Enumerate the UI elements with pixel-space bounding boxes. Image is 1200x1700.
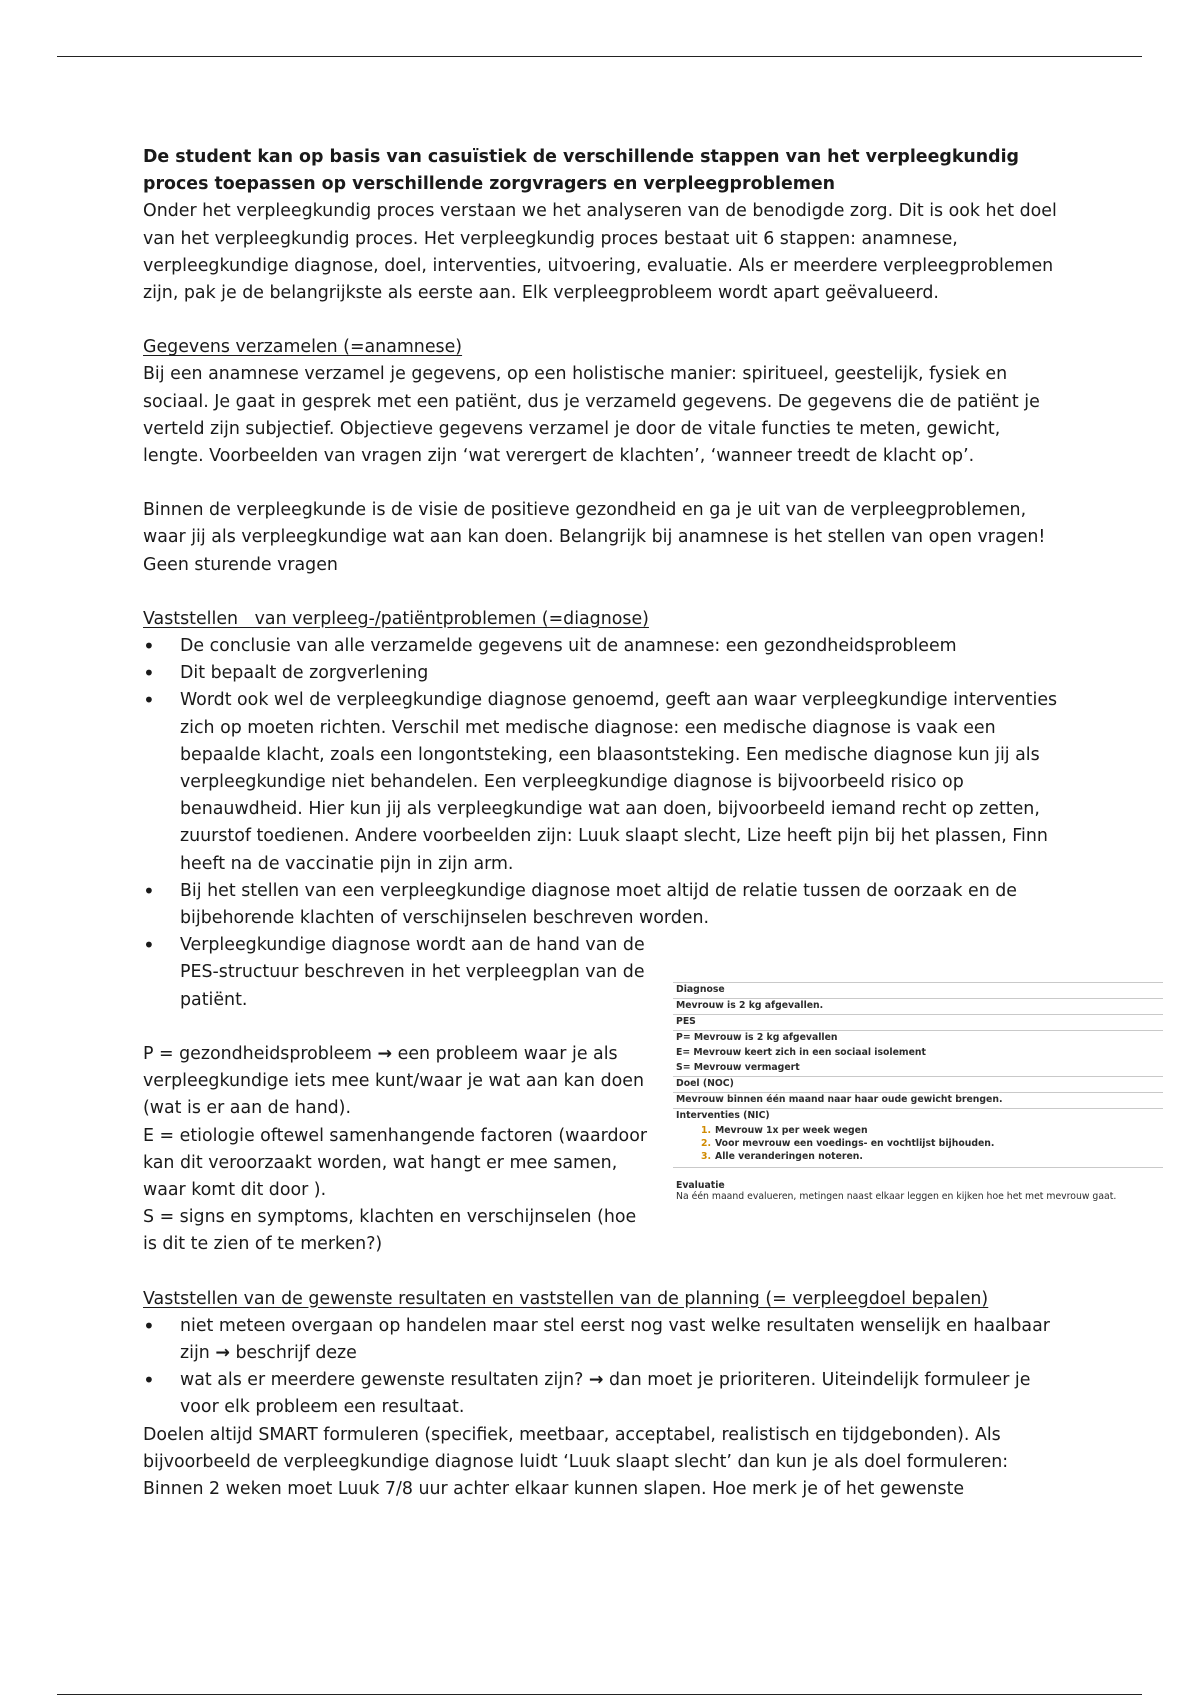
footer-rule (57, 1694, 1142, 1695)
list-item: • Verpleegkundige diagnose wordt aan de hand van de PES-structuur beschreven in het verpleegplan van de patiënt. (143, 932, 660, 1014)
figure-row: Diagnose (673, 982, 1163, 999)
intro-paragraph: Onder het verpleegkundig proces verstaan we het analyseren van de benodigde zorg. Dit is ook het doel van het verpleegkundig proces. Het verpleegkundig proces bestaat uit 6 stappen: anamnese, verpleegkundige diagnose, doel, interventies, uitvoering, evaluatie. Als er meerdere verpleegproblemen zijn, pak je de belangrijkste als eerste aan. Elk verpleegprobleem wordt apart geëvalueerd. (143, 201, 1057, 304)
verpleegdoel-bullet-list (143, 1313, 1063, 1422)
pes-p-line: P = gezondheidsprobleem → een probleem waar je als verpleegkundige iets mee kunt/waar je wat aan kan doen (wat is er aan de hand). (143, 1043, 644, 1119)
figure-row: Mevrouw is 2 kg afgevallen. (673, 999, 1163, 1015)
document-title: De student kan op basis van casuïstiek de verschillende stappen van het verpleegkundig proces toepassen op verschillende zorgvragers en verpleegproblemen (143, 147, 1020, 195)
list-item: • niet meteen overgaan op handelen maar stel eerst nog vast welke resultaten wenselijk en haalbaar zijn → beschrijf deze (143, 1313, 1063, 1367)
arrow-icon: → (377, 1043, 393, 1064)
list-item: • Wordt ook wel de verpleegkundige diagnose genoemd, geeft aan waar verpleegkundige interventies zich op moeten richten. Verschil met medische diagnose: een medische diagnose is vaak een bepaalde klacht, zoals een longontsteking, een blaasontsteking. Een medische diagnose kun jij als verpleegkundige niet behandelen. Een verpleegkundige diagnose is bijvoorbeeld risico op benauwdheid. Hier kun jij als verpleegkundige wat aan doen, bijvoorbeeld iemand recht op zetten, zuurstof toedienen. Andere voorbeelden zijn: Luuk slaapt slecht, Lize heeft pijn bij het plassen, Finn heeft na de vaccinatie pijn in zijn arm. (143, 687, 1063, 877)
pes-explanation (143, 1041, 653, 1259)
pes-e-line: E = etiologie oftewel samenhangende factoren (waardoor kan dit veroorzaakt worden, wat hangt er mee samen, waar komt dit door ). (143, 1125, 647, 1200)
list-item: • wat als er meerdere gewenste resultaten zijn? → dan moet je prioriteren. Uiteindelijk formuleer je voor elk probleem een resultaat. (143, 1367, 1063, 1421)
figure-row: P= Mevrouw is 2 kg afgevallen (676, 1032, 838, 1043)
arrow-icon: → (588, 1370, 604, 1391)
figure-row: Mevrouw binnen één maand naar haar oude gewicht brengen. (673, 1093, 1163, 1109)
figure-row: Interventies (NIC) (676, 1110, 770, 1121)
section-heading-verpleegdoel: Vaststellen van de gewenste resultaten en vaststellen van de planning (= verpleegdoel bepalen) (143, 1288, 989, 1309)
list-item: • De conclusie van alle verzamelde gegevens uit de anamnese: een gezondheidsprobleem (143, 633, 1063, 660)
anamnese-paragraph-2: Binnen de verpleegkunde is de visie de positieve gezondheid en ga je uit van de verpleegproblemen, waar jij als verpleegkundige wat aan kan doen. Belangrijk bij anamnese is het stellen van open vragen! Geen sturende vragen (143, 500, 1046, 575)
figure-eval-text: Na één maand evalueren, metingen naast elkaar leggen en kijken hoe het met mevrouw gaat. (676, 1191, 1117, 1203)
section-heading-anamnese: Gegevens verzamelen (=anamnese) (143, 337, 463, 358)
figure-evaluation (673, 1168, 1163, 1203)
figure-eval-title: Evaluatie (676, 1180, 725, 1191)
header-rule (57, 56, 1142, 57)
diagnose-bullet-list (143, 633, 1063, 1014)
anamnese-paragraph-1: Bij een anamnese verzamel je gegevens, op een holistische manier: spiritueel, geestelijk, fysiek en sociaal. Je gaat in gesprek met een patiënt, dus je verzameld gegevens. De gegevens die de patiënt je verteld zijn subjectief. Objectieve gegevens verzamel je door de vitale functies te meten, gewicht, lengte. Voorbeelden van vragen zijn ‘wat verergert de klachten’, ‘wanneer treedt de klacht op’. (143, 364, 1040, 467)
pes-s-line: S = signs en symptoms, klachten en verschijnselen (hoe is dit te zien of te merken?) (143, 1207, 637, 1255)
pes-example-figure (673, 982, 1163, 1240)
figure-row: S= Mevrouw vermagert (673, 1061, 1163, 1077)
document-body (143, 144, 1063, 1503)
figure-row: PES (673, 1015, 1163, 1031)
list-item: • Bij het stellen van een verpleegkundige diagnose moet altijd de relatie tussen de oorzaak en de bijbehorende klachten of verschijnselen beschreven worden. (143, 878, 1063, 932)
arrow-icon: → (215, 1342, 230, 1363)
figure-row: E= Mevrouw keert zich in een sociaal isolement (676, 1047, 926, 1058)
section-heading-diagnose: Vaststellen van verpleeg-/patiëntproblemen (=diagnose) (143, 608, 649, 629)
list-item: 2. Voor mevrouw een voedings- en vochtlijst bijhouden. (701, 1138, 995, 1149)
smart-paragraph: Doelen altijd SMART formuleren (specifiek, meetbaar, acceptabel, realistisch en tijdgebonden). Als bijvoorbeeld de verpleegkundige diagnose luidt ‘Luuk slaapt slecht’ dan kun je als doel formuleren: Binnen 2 weken moet Luuk 7/8 uur achter elkaar kunnen slapen. Hoe merk je of het gewenste (143, 1424, 1009, 1499)
list-item: • Dit bepaalt de zorgverlening (143, 660, 1063, 687)
list-item: 3. Alle veranderingen noteren. (701, 1151, 863, 1162)
figure-interventions-list (673, 1124, 1163, 1168)
figure-row: Doel (NOC) (673, 1077, 1163, 1093)
list-item: 1. Mevrouw 1x per week wegen (701, 1125, 868, 1136)
